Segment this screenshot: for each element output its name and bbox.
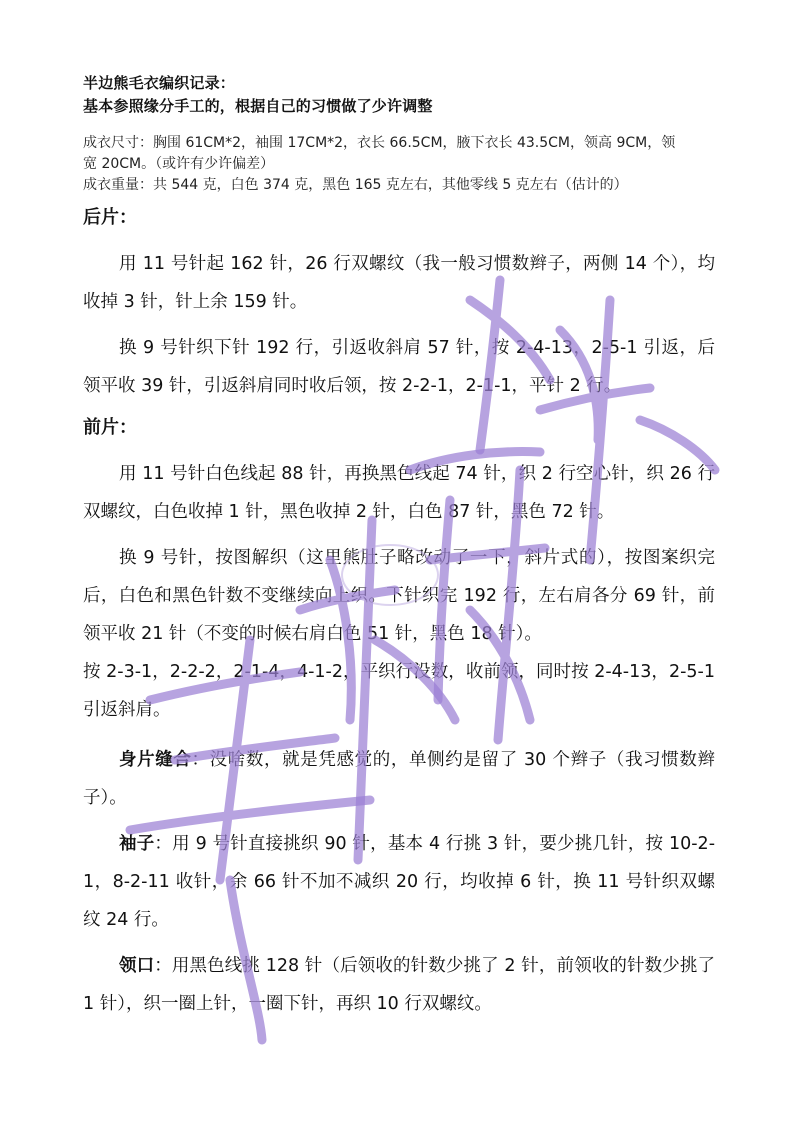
body-seam-label: 身片缝合: [119, 750, 192, 770]
front-panel-section: [83, 415, 715, 729]
back-panel-paragraph-2: 换 9 号针织下针 192 行，引返收斜肩 57 针，按 2-4-13，2-5-1 引返，后领平收 39 针，引返斜肩同时收后领，按 2-2-1，2-1-1，平针 2 行。: [83, 338, 715, 396]
back-panel-paragraph-1: 用 11 号针起 162 针，26 行双螺纹（我一般习惯数辫子，两侧 14 个），均收掉 3 针，针上余 159 针。: [83, 254, 715, 312]
front-panel-paragraph-3: 按 2-3-1，2-2-2，2-1-4，4-1-2，平织行没数，收前领，同时按 2-4-13，2-5-1 引返斜肩。: [83, 662, 715, 720]
document-title: 半边熊毛衣编织记录：: [83, 74, 236, 92]
assembly-section: [83, 741, 715, 1023]
back-panel-title: 后片：: [83, 207, 137, 228]
front-panel-paragraph-2: 换 9 号针，按图解织（这里熊肚子略改动了一下，斜片式的），按图案织完后，白色和黑色针数不变继续向上织。下针织完 192 行，左右肩各分 69 针，前领平收 21 针（不变的时候右肩白色 51 针，黑色 18 针）。: [83, 548, 715, 644]
body-seam-paragraph: [83, 741, 715, 817]
collar-text: ：用黑色线挑 128 针（后领收的针数少挑了 2 针，前领收的针数少挑了 1 针），织一圈上针，一圈下针，再织 10 行双螺纹。: [83, 956, 715, 1014]
weight-line: 成衣重量：共 544 克，白色 374 克，黑色 165 克左右，其他零线 5 克左右（估计的）: [83, 177, 628, 193]
sleeve-paragraph: [83, 825, 715, 939]
sleeve-text: ：用 9 号针直接挑织 90 针，基本 4 行挑 3 针，要少挑几针，按 10-2-1，8-2-11 收针，余 66 针不加不减织 20 行，均收掉 6 针，换 11 号针织双螺纹 24 行。: [83, 834, 716, 930]
back-panel-section: [83, 205, 715, 405]
document-subtitle: 基本参照缘分手工的，根据自己的习惯做了少许调整: [83, 97, 433, 115]
size-line-2: 宽 20CM。（或许有少许偏差）: [83, 156, 275, 172]
collar-label: 领口: [119, 956, 155, 976]
front-panel-paragraph-1: 用 11 号针白色线起 88 针，再换黑色线起 74 针，织 2 行空心针，织 26 行双螺纹，白色收掉 1 针，黑色收掉 2 针，白色 87 针，黑色 72 针。: [83, 464, 715, 522]
document-header: [83, 72, 723, 118]
garment-specs: [83, 133, 723, 196]
collar-paragraph: [83, 947, 715, 1023]
body-seam-text: ：没啥数，就是凭感觉的，单侧约是留了 30 个辫子（我习惯数辫子）。: [83, 750, 715, 808]
front-panel-title: 前片：: [83, 417, 137, 438]
size-line-1: 成衣尺寸：胸围 61CM*2，袖围 17CM*2，衣长 66.5CM，腋下衣长 43.5CM，领高 9CM，领: [83, 135, 676, 151]
sleeve-label: 袖子: [119, 834, 155, 854]
